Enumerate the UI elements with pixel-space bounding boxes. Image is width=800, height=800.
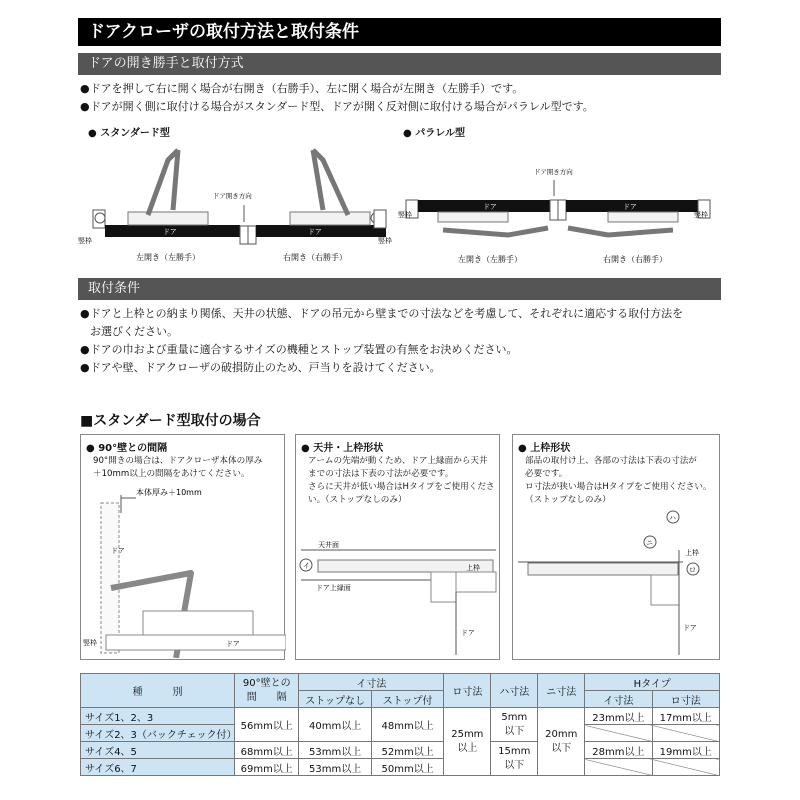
parallel-right-caption: 右開き（右勝手） [603,255,667,264]
cell-wall: 56mm以上 [235,708,299,742]
parallel-frame-left: 竪枠 [398,211,412,219]
header-h-i: イ寸法 [585,691,652,708]
cell-empty [585,725,652,742]
standard-type-label: ● スタンダード型 [88,128,170,139]
header-ro: ロ寸法 [444,674,491,708]
dimension-label: 本体厚み＋10mm [136,488,202,497]
panel-title: ● 上枠形状 [518,443,571,454]
header-i: イ寸法 [299,674,444,691]
door-label-left: ドア [163,228,177,236]
cell-h-ro: 19mm以上 [652,742,719,759]
standard-install-heading: ■スタンダード型取付の場合 [80,413,261,429]
door-label: ドア [111,547,125,555]
cell-empty [652,759,719,776]
cell-h-i: 23mm以上 [585,708,652,725]
cell-empty [585,759,652,776]
open-direction-label: ドア開き方向 [213,192,252,200]
arm-left-2 [173,150,178,210]
wall-clearance-diagram [81,483,286,658]
row-name: サイズ1、2、3 [81,708,235,725]
panel-wall-clearance [80,434,285,660]
header-ha: ハ寸法 [491,674,538,708]
row-name: サイズ4、5 [81,742,235,759]
header-type: 種 別 [81,674,235,708]
closer-body-left [128,212,208,225]
closer-body-right [290,212,370,225]
section-heading-door-handing: ドアの開き勝手と取付方式 [78,53,721,75]
cell-h-ro: 17mm以上 [652,708,719,725]
header-i-nostop: ストップなし [299,691,371,708]
page-title: ドアクローザの取付方法と取付条件 [78,18,721,46]
upper-frame-label: 上枠 [685,549,699,557]
panel-upper-frame [512,434,720,660]
bullet-item: ●ドアや壁、ドアクローザの破損防止のため、戸当りを設けてください。 [80,361,441,374]
parallel-open-direction: ドア開き方向 [534,168,573,176]
parallel-door-label-right: ドア [623,203,637,211]
cell-empty [652,725,719,742]
door-label-right: ドア [308,228,322,236]
cell-nostop: 53mm以上 [299,742,371,759]
panel-text: アームの先端が動くため、ドア上縁面から天井 までの寸法は下表の寸法が必要です。 さらに天井が低い場合はHタイプをご使用くださ い。（ストップなしのみ） [308,456,495,505]
door-label-bottom: ドア [226,640,240,648]
table-row [81,742,720,759]
panel-title: ● 天井・上枠形状 [301,443,384,454]
panel-title: ● 90°壁との間隔 [86,443,168,454]
bullet-item: ●ドアの巾および重量に適合するサイズの機種とストップ装置の有無をお決めください。 [80,343,518,356]
table-row [81,759,720,776]
cell-ha-bottom: 15mm 以下 [491,742,538,776]
bullet-item: ●ドアを押して右に開く場合が右開き（右勝手）、左に開く場合が左開き（左勝手）です。 [80,82,524,95]
mark-i: イ [303,562,310,570]
parallel-left-caption: 左開き（左勝手） [458,255,522,264]
upper-frame-label: 上枠 [466,564,480,572]
frame-label-right: 竪枠 [378,237,392,245]
panel-text: 90°開きの場合は、ドアクローザ本体の厚み ＋10mm以上の間隔をあけてください。 [93,456,263,479]
bullet-item: ●ドアと上枠との納まり関係、天井の状態、ドアの吊元から壁までの寸法などを考慮して、それぞれに適応する取付方法を [80,307,684,320]
parallel-type-label: ● パラレル型 [403,128,465,139]
row-name: サイズ6、7 [81,759,235,776]
parallel-door-label-left: ドア [483,203,497,211]
cell-ro: 25mm 以上 [444,708,491,776]
cell-stop: 50mm以上 [371,759,443,776]
cell-nostop: 53mm以上 [299,759,371,776]
bullet-item-continued: お選びください。 [90,325,178,338]
panel-ceiling [295,434,500,660]
row-name: サイズ2、3（バックチェック付） [81,725,235,742]
door-top-label: ドア上縁面 [316,584,351,592]
table-row [81,708,720,725]
frame-label-left: 竪枠 [78,237,92,245]
cell-ha-top: 5mm 以下 [491,708,538,742]
bullet-item: ●ドアが開く側に取付ける場合がスタンダード型、ドアが開く反対側に取付ける場合がパラレル型です。 [80,100,594,113]
left-open-caption: 左開き（左勝手） [136,253,200,262]
section1-bullets [80,80,594,116]
cell-wall: 69mm以上 [235,759,299,776]
cell-wall: 68mm以上 [235,742,299,759]
cell-ni: 20mm 以下 [538,708,585,776]
panel-text: 部品の取付け上、各部の寸法は下表の寸法が 必要です。 ロ寸法が狭い場合はHタイプをご使用ください。 （ストップなしのみ） [525,456,712,505]
mark-ro: ロ [689,566,696,574]
parallel-arm-right [568,228,673,235]
mark-ni: ニ [646,539,653,547]
right-open-caption: 右開き（右勝手） [283,253,347,262]
frame-label: 竪枠 [83,639,97,647]
parallel-type-diagram [398,160,718,270]
door-label: ドア [461,629,475,637]
ceiling-label: 天井面 [318,541,339,549]
header-h-type: Hタイプ [585,674,720,691]
section2-bullets [80,305,683,377]
cell-nostop: 40mm以上 [299,708,371,742]
parallel-frame-right: 竪枠 [694,211,708,219]
ceiling-diagram [296,525,501,658]
section-heading-conditions: 取付条件 [78,278,721,300]
header-wall: 90°壁との 間 隔 [235,674,299,708]
cell-stop: 48mm以上 [371,708,443,742]
cell-h-i: 28mm以上 [585,742,652,759]
door-label: ドア [683,624,697,632]
spec-table [80,673,720,776]
upper-frame-diagram [513,505,721,658]
mark-ha: ハ [669,514,676,522]
parallel-arm-left [443,228,548,235]
header-i-stop: ストップ付 [371,691,443,708]
standard-type-diagram [78,140,398,270]
header-h-ro: ロ寸法 [652,691,719,708]
cell-stop: 52mm以上 [371,742,443,759]
header-ni: ニ寸法 [538,674,585,708]
